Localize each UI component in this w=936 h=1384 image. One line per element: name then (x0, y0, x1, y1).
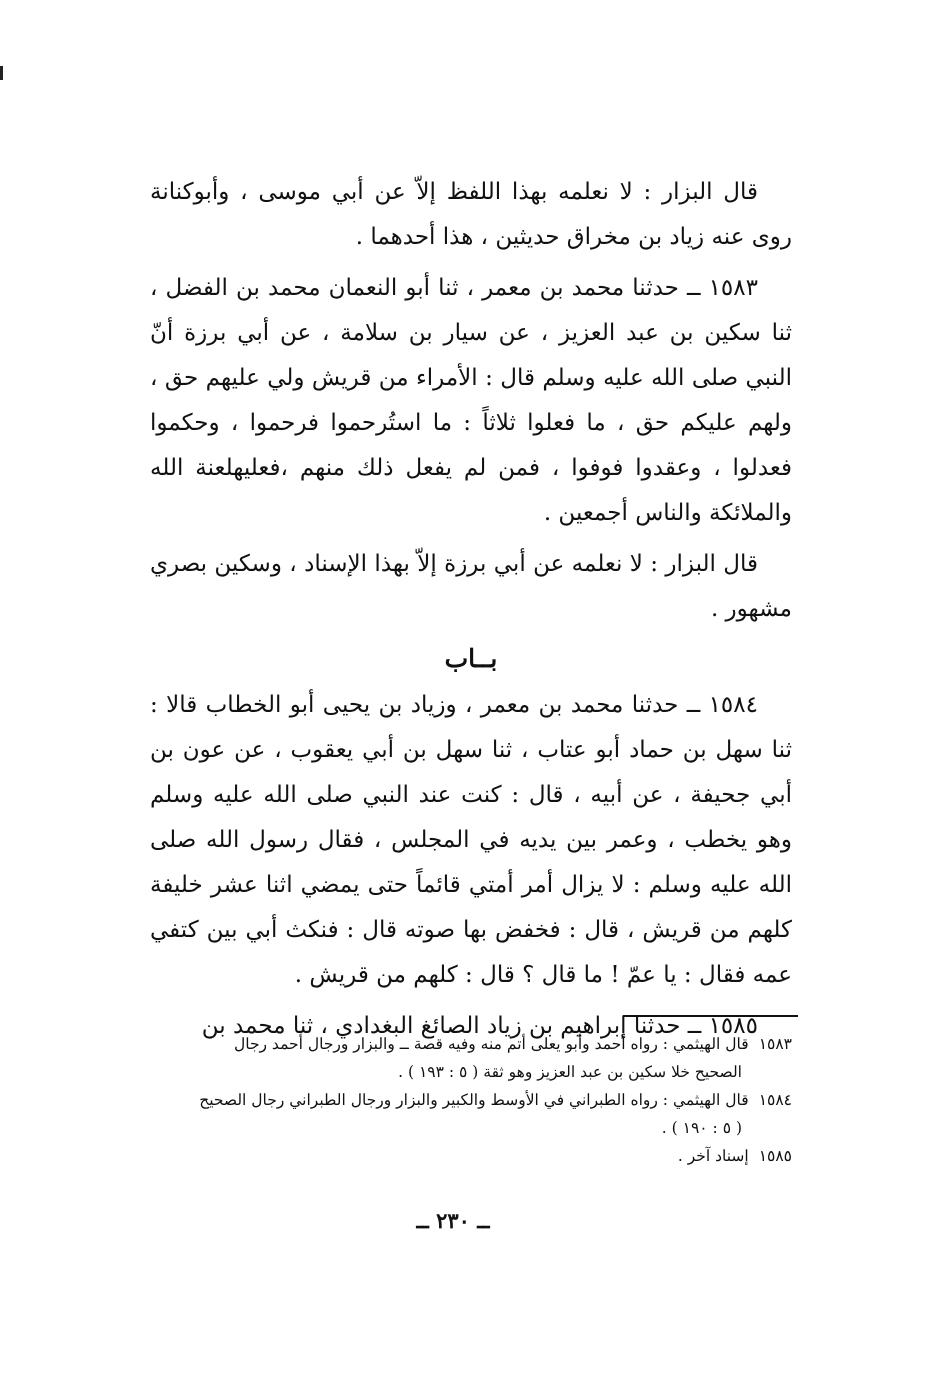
footnote-number: ١٥٨٤ (758, 1091, 792, 1109)
hadith-1584: ١٥٨٤ ــ حدثنا محمد بن معمر ، وزياد بن يحيى أبو الخطاب قالا : ثنا سهل بن حماد أبو عتاب ، ثنا سهل بن أبي يعقوب ، عن عون بن أبي جحيفة ، عن أبيه ، قال : كنت عند النبي صلى الله عليه وسلم وهو يخطب ، وعمر بين يديه في المجلس ، فقال رسول الله صلى الله عليه وسلم : لا يزال أمر أمتي قائماً حتى يمضي اثنا عشر خليفة كلهم من قريش ، قال : فخفض بها صوته قال : فنكث أبي بين كتفي عمه فقال : يا عمّ ! ما قال ؟ قال : كلهم من قريش . (150, 692, 792, 988)
footnote-text-continued: ( ٥ : ١٩٠ ) . (661, 1119, 742, 1137)
paragraph-bazzar-comment-1: قال البزار : لا نعلمه بهذا اللفظ إلاّ عن أبي موسى ، وأبوكنانة روى عنه زياد بن مخراق حديثين ، هذا أحدهما . (150, 179, 792, 250)
footnote-number: ١٥٨٣ (758, 1035, 792, 1053)
scan-edge-mark (0, 66, 3, 80)
footnote-1584 (138, 1086, 792, 1142)
main-text (150, 170, 792, 1049)
footnote-1585 (138, 1142, 792, 1170)
footnote-text: إسناد آخر . (677, 1147, 749, 1165)
footnotes (138, 1030, 792, 1170)
section-heading-bab: بــاب (444, 644, 498, 673)
footnote-text: قال الهيثمي : رواه أحمد وأبو يعلى أتم منه وفيه قصة ــ والبزار ورجال أحمد رجال (233, 1035, 749, 1053)
hadith-1585: ١٥٨٥ ــ حدثنا إبراهيم بن زياد الصائغ البغدادي ، ثنا محمد بن (201, 1013, 758, 1039)
footnote-divider (623, 1015, 798, 1017)
footnote-1583 (138, 1030, 792, 1086)
footnote-number: ١٥٨٥ (758, 1147, 792, 1165)
footnote-text: قال الهيثمي : رواه الطبراني في الأوسط والكبير والبزار ورجال الطبراني رجال الصحيح (199, 1091, 749, 1109)
hadith-1583: ١٥٨٣ ــ حدثنا محمد بن معمر ، ثنا أبو النعمان محمد بن الفضل ، ثنا سكين بن عبد العزيز ، عن سيار بن سلامة ، عن أبي برزة أنّ النبي صلى الله عليه وسلم قال : الأمراء من قريش ولي عليهم حق ، ولهم عليكم حق ، ما فعلوا ثلاثاً : ما استُرحموا فرحموا ، وحكموا فعدلوا ، وعقدوا فوفوا ، فمن لم يفعل ذلك منهم ،فعليهلعنة الله والملائكة والناس أجمعين . (150, 275, 792, 526)
footnote-text-continued: الصحيح خلا سكين بن عبد العزيز وهو ثقة ( ٥ : ١٩٣ ) . (398, 1063, 742, 1081)
page-number: ــ ٢٣٠ ــ (416, 1208, 490, 1233)
paragraph-bazzar-comment-2: قال البزار : لا نعلمه عن أبي برزة إلاّ بهذا الإسناد ، وسكين بصري مشهور . (150, 551, 792, 622)
